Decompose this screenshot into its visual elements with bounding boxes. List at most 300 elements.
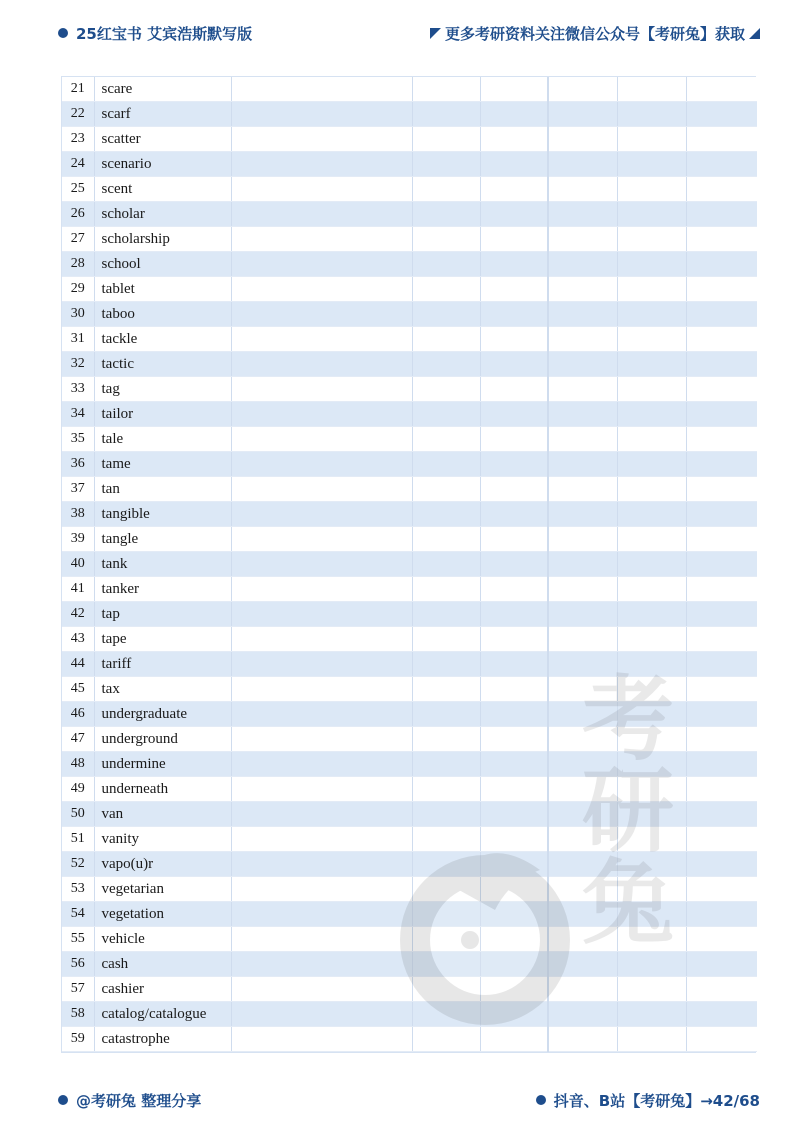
blank-writing-cell [617,277,686,302]
blank-writing-cell [231,802,412,827]
table-row [62,702,757,727]
blank-writing-cell [686,577,757,602]
blank-writing-cell [412,977,480,1002]
row-number: 26 [62,202,94,227]
blank-writing-cell [231,252,412,277]
blank-writing-cell [617,852,686,877]
blank-writing-cell [686,727,757,752]
vocab-word: tanker [94,577,231,602]
table-row [62,627,757,652]
vocab-word: cash [94,952,231,977]
blank-writing-cell [480,977,548,1002]
blank-writing-cell [231,1027,412,1052]
blank-writing-cell [617,827,686,852]
row-number: 56 [62,952,94,977]
table-row [62,452,757,477]
row-number: 27 [62,227,94,252]
blank-writing-cell [548,502,617,527]
blank-writing-cell [412,577,480,602]
blank-writing-cell [231,277,412,302]
blank-writing-cell [686,702,757,727]
blank-writing-cell [548,927,617,952]
blank-writing-cell [686,977,757,1002]
blank-writing-cell [480,427,548,452]
blank-writing-cell [231,352,412,377]
blank-writing-cell [231,952,412,977]
blank-writing-cell [231,752,412,777]
blank-writing-cell [231,527,412,552]
blank-writing-cell [617,677,686,702]
row-number: 57 [62,977,94,1002]
blank-writing-cell [231,152,412,177]
blank-writing-cell [686,152,757,177]
blank-writing-cell [231,202,412,227]
blank-writing-cell [548,277,617,302]
corner-triangle-icon [430,28,441,39]
table-row [62,852,757,877]
blank-writing-cell [412,827,480,852]
table-row [62,377,757,402]
blank-writing-cell [412,927,480,952]
blank-writing-cell [617,1027,686,1052]
table-row [62,127,757,152]
blank-writing-cell [412,952,480,977]
vocab-word: catalog/catalogue [94,1002,231,1027]
table-row [62,827,757,852]
blank-writing-cell [548,802,617,827]
blank-writing-cell [412,152,480,177]
blank-writing-cell [617,977,686,1002]
vocab-word: vegetation [94,902,231,927]
blank-writing-cell [412,552,480,577]
blank-writing-cell [548,627,617,652]
blank-writing-cell [231,1002,412,1027]
blank-writing-cell [548,1027,617,1052]
blank-writing-cell [686,902,757,927]
blank-writing-cell [412,527,480,552]
table-row [62,302,757,327]
blank-writing-cell [231,377,412,402]
vocab-word: tape [94,627,231,652]
vocabulary-table [61,76,756,1053]
table-row [62,1027,757,1052]
blank-writing-cell [480,777,548,802]
blank-writing-cell [617,927,686,952]
row-number: 42 [62,602,94,627]
table-row [62,977,757,1002]
blank-writing-cell [480,352,548,377]
blank-writing-cell [617,452,686,477]
row-number: 22 [62,102,94,127]
vocab-word: scatter [94,127,231,152]
row-number: 47 [62,727,94,752]
blank-writing-cell [412,902,480,927]
blank-writing-cell [412,252,480,277]
blank-writing-cell [480,802,548,827]
bullet-dot-icon [58,28,68,38]
page-header [0,18,800,48]
row-number: 52 [62,852,94,877]
blank-writing-cell [617,352,686,377]
table-row [62,177,757,202]
blank-writing-cell [231,852,412,877]
blank-writing-cell [617,877,686,902]
table-row [62,802,757,827]
vocab-word: tangible [94,502,231,527]
blank-writing-cell [231,427,412,452]
blank-writing-cell [412,602,480,627]
blank-writing-cell [686,402,757,427]
blank-writing-cell [480,102,548,127]
blank-writing-cell [548,77,617,102]
blank-writing-cell [480,1002,548,1027]
blank-writing-cell [686,477,757,502]
row-number: 41 [62,577,94,602]
blank-writing-cell [686,652,757,677]
blank-writing-cell [480,77,548,102]
blank-writing-cell [231,477,412,502]
blank-writing-cell [686,752,757,777]
vocab-word: tablet [94,277,231,302]
blank-writing-cell [686,677,757,702]
blank-writing-cell [617,627,686,652]
blank-writing-cell [617,552,686,577]
vocab-word: tangle [94,527,231,552]
table-row [62,602,757,627]
blank-writing-cell [480,552,548,577]
table-row [62,477,757,502]
blank-writing-cell [548,777,617,802]
blank-writing-cell [686,777,757,802]
blank-writing-cell [480,527,548,552]
blank-writing-cell [412,277,480,302]
corner-triangle-icon [749,28,760,39]
blank-writing-cell [480,502,548,527]
blank-writing-cell [231,77,412,102]
blank-writing-cell [548,727,617,752]
row-number: 48 [62,752,94,777]
vocab-word: underneath [94,777,231,802]
footer-right [536,1090,760,1111]
blank-writing-cell [480,952,548,977]
blank-writing-cell [548,177,617,202]
blank-writing-cell [480,627,548,652]
vocab-word: tax [94,677,231,702]
table-row [62,727,757,752]
table-row [62,952,757,977]
blank-writing-cell [686,302,757,327]
blank-writing-cell [617,377,686,402]
vocab-word: taboo [94,302,231,327]
row-number: 31 [62,327,94,352]
blank-writing-cell [412,402,480,427]
blank-writing-cell [231,127,412,152]
blank-writing-cell [231,177,412,202]
row-number: 55 [62,927,94,952]
blank-writing-cell [548,102,617,127]
blank-writing-cell [548,652,617,677]
vocab-word: scare [94,77,231,102]
footer-left [58,1090,201,1111]
blank-writing-cell [548,202,617,227]
blank-writing-cell [686,452,757,477]
blank-writing-cell [686,1027,757,1052]
blank-writing-cell [412,302,480,327]
blank-writing-cell [617,752,686,777]
footer-credit: @考研兔 整理分享 [76,1091,202,1110]
blank-writing-cell [231,452,412,477]
row-number: 40 [62,552,94,577]
blank-writing-cell [548,527,617,552]
blank-writing-cell [617,177,686,202]
blank-writing-cell [412,652,480,677]
blank-writing-cell [412,1027,480,1052]
blank-writing-cell [480,127,548,152]
blank-writing-cell [412,477,480,502]
vocab-word: scent [94,177,231,202]
blank-writing-cell [412,777,480,802]
blank-writing-cell [617,477,686,502]
blank-writing-cell [231,977,412,1002]
blank-writing-cell [548,252,617,277]
blank-writing-cell [412,177,480,202]
blank-writing-cell [548,327,617,352]
table-row [62,502,757,527]
blank-writing-cell [480,302,548,327]
blank-writing-cell [548,852,617,877]
row-number: 23 [62,127,94,152]
blank-writing-cell [617,1002,686,1027]
row-number: 39 [62,527,94,552]
blank-writing-cell [686,127,757,152]
vocab-word: tap [94,602,231,627]
blank-writing-cell [480,577,548,602]
blank-writing-cell [686,1002,757,1027]
blank-writing-cell [686,952,757,977]
blank-writing-cell [617,652,686,677]
blank-writing-cell [686,527,757,552]
blank-writing-cell [686,252,757,277]
row-number: 38 [62,502,94,527]
vocab-word: vanity [94,827,231,852]
blank-writing-cell [480,477,548,502]
blank-writing-cell [412,1002,480,1027]
table-row [62,877,757,902]
blank-writing-cell [480,202,548,227]
blank-writing-cell [412,677,480,702]
blank-writing-cell [548,352,617,377]
table-row [62,102,757,127]
table-row [62,652,757,677]
table-row [62,252,757,277]
blank-writing-cell [412,802,480,827]
blank-writing-cell [548,552,617,577]
blank-writing-cell [548,477,617,502]
vocab-word: tame [94,452,231,477]
blank-writing-cell [548,452,617,477]
vocabulary-table-body [62,77,757,1052]
blank-writing-cell [617,502,686,527]
blank-writing-cell [480,377,548,402]
blank-writing-cell [617,127,686,152]
blank-writing-cell [686,552,757,577]
blank-writing-cell [686,802,757,827]
table-row [62,77,757,102]
blank-writing-cell [617,202,686,227]
table-row [62,1002,757,1027]
blank-writing-cell [231,602,412,627]
blank-writing-cell [686,177,757,202]
blank-writing-cell [686,427,757,452]
blank-writing-cell [231,702,412,727]
header-book-title: 25红宝书 艾宾浩斯默写版 [76,24,253,43]
blank-writing-cell [480,652,548,677]
blank-writing-cell [617,952,686,977]
blank-writing-cell [548,977,617,1002]
row-number: 32 [62,352,94,377]
table-row [62,577,757,602]
vocab-word: tale [94,427,231,452]
row-number: 54 [62,902,94,927]
vocab-word: scarf [94,102,231,127]
header-left [58,23,252,44]
row-number: 44 [62,652,94,677]
table-row [62,777,757,802]
table-row [62,277,757,302]
blank-writing-cell [617,152,686,177]
row-number: 59 [62,1027,94,1052]
blank-writing-cell [686,77,757,102]
blank-writing-cell [480,452,548,477]
blank-writing-cell [231,877,412,902]
blank-writing-cell [548,877,617,902]
blank-writing-cell [686,877,757,902]
vocab-word: tag [94,377,231,402]
blank-writing-cell [617,702,686,727]
blank-writing-cell [480,252,548,277]
row-number: 34 [62,402,94,427]
blank-writing-cell [617,727,686,752]
blank-writing-cell [617,77,686,102]
blank-writing-cell [686,227,757,252]
blank-writing-cell [686,852,757,877]
table-row [62,152,757,177]
blank-writing-cell [617,902,686,927]
blank-writing-cell [686,202,757,227]
table-row [62,927,757,952]
vocab-word: tan [94,477,231,502]
table-row [62,202,757,227]
blank-writing-cell [548,377,617,402]
blank-writing-cell [686,377,757,402]
table-row [62,752,757,777]
blank-writing-cell [412,752,480,777]
blank-writing-cell [480,927,548,952]
blank-writing-cell [231,102,412,127]
row-number: 24 [62,152,94,177]
blank-writing-cell [480,677,548,702]
blank-writing-cell [548,1002,617,1027]
blank-writing-cell [412,702,480,727]
table-row [62,677,757,702]
blank-writing-cell [231,577,412,602]
header-right [430,23,760,44]
table-row [62,402,757,427]
blank-writing-cell [480,227,548,252]
blank-writing-cell [617,802,686,827]
row-number: 50 [62,802,94,827]
blank-writing-cell [412,102,480,127]
blank-writing-cell [480,277,548,302]
blank-writing-cell [686,927,757,952]
vocab-word: vapo(u)r [94,852,231,877]
blank-writing-cell [412,427,480,452]
blank-writing-cell [480,402,548,427]
footer-page-info: 抖音、B站【考研兔】→42/68 [553,1091,760,1110]
blank-writing-cell [617,777,686,802]
row-number: 33 [62,377,94,402]
vocab-word: tank [94,552,231,577]
blank-writing-cell [231,777,412,802]
vocab-word: tariff [94,652,231,677]
vocab-word: school [94,252,231,277]
blank-writing-cell [548,752,617,777]
blank-writing-cell [548,427,617,452]
row-number: 21 [62,77,94,102]
vocab-word: scenario [94,152,231,177]
page-footer [0,1085,800,1115]
blank-writing-cell [617,402,686,427]
table-row [62,227,757,252]
vocab-word: underground [94,727,231,752]
blank-writing-cell [686,627,757,652]
table-row [62,352,757,377]
blank-writing-cell [412,352,480,377]
vocab-word: undermine [94,752,231,777]
blank-writing-cell [231,727,412,752]
blank-writing-cell [231,677,412,702]
header-promo-text: 更多考研资料关注微信公众号【考研兔】获取 [444,24,745,43]
row-number: 58 [62,1002,94,1027]
blank-writing-cell [412,452,480,477]
blank-writing-cell [231,652,412,677]
blank-writing-cell [617,252,686,277]
blank-writing-cell [617,327,686,352]
blank-writing-cell [548,677,617,702]
vocab-word: van [94,802,231,827]
row-number: 53 [62,877,94,902]
row-number: 28 [62,252,94,277]
blank-writing-cell [480,852,548,877]
blank-writing-cell [480,152,548,177]
blank-writing-cell [480,902,548,927]
blank-writing-cell [480,602,548,627]
blank-writing-cell [480,877,548,902]
blank-writing-cell [412,377,480,402]
row-number: 37 [62,477,94,502]
blank-writing-cell [617,527,686,552]
vocab-word: tailor [94,402,231,427]
blank-writing-cell [412,127,480,152]
blank-writing-cell [412,327,480,352]
blank-writing-cell [231,627,412,652]
blank-writing-cell [412,202,480,227]
blank-writing-cell [480,327,548,352]
blank-writing-cell [231,552,412,577]
blank-writing-cell [231,302,412,327]
row-number: 49 [62,777,94,802]
vocab-word: vehicle [94,927,231,952]
